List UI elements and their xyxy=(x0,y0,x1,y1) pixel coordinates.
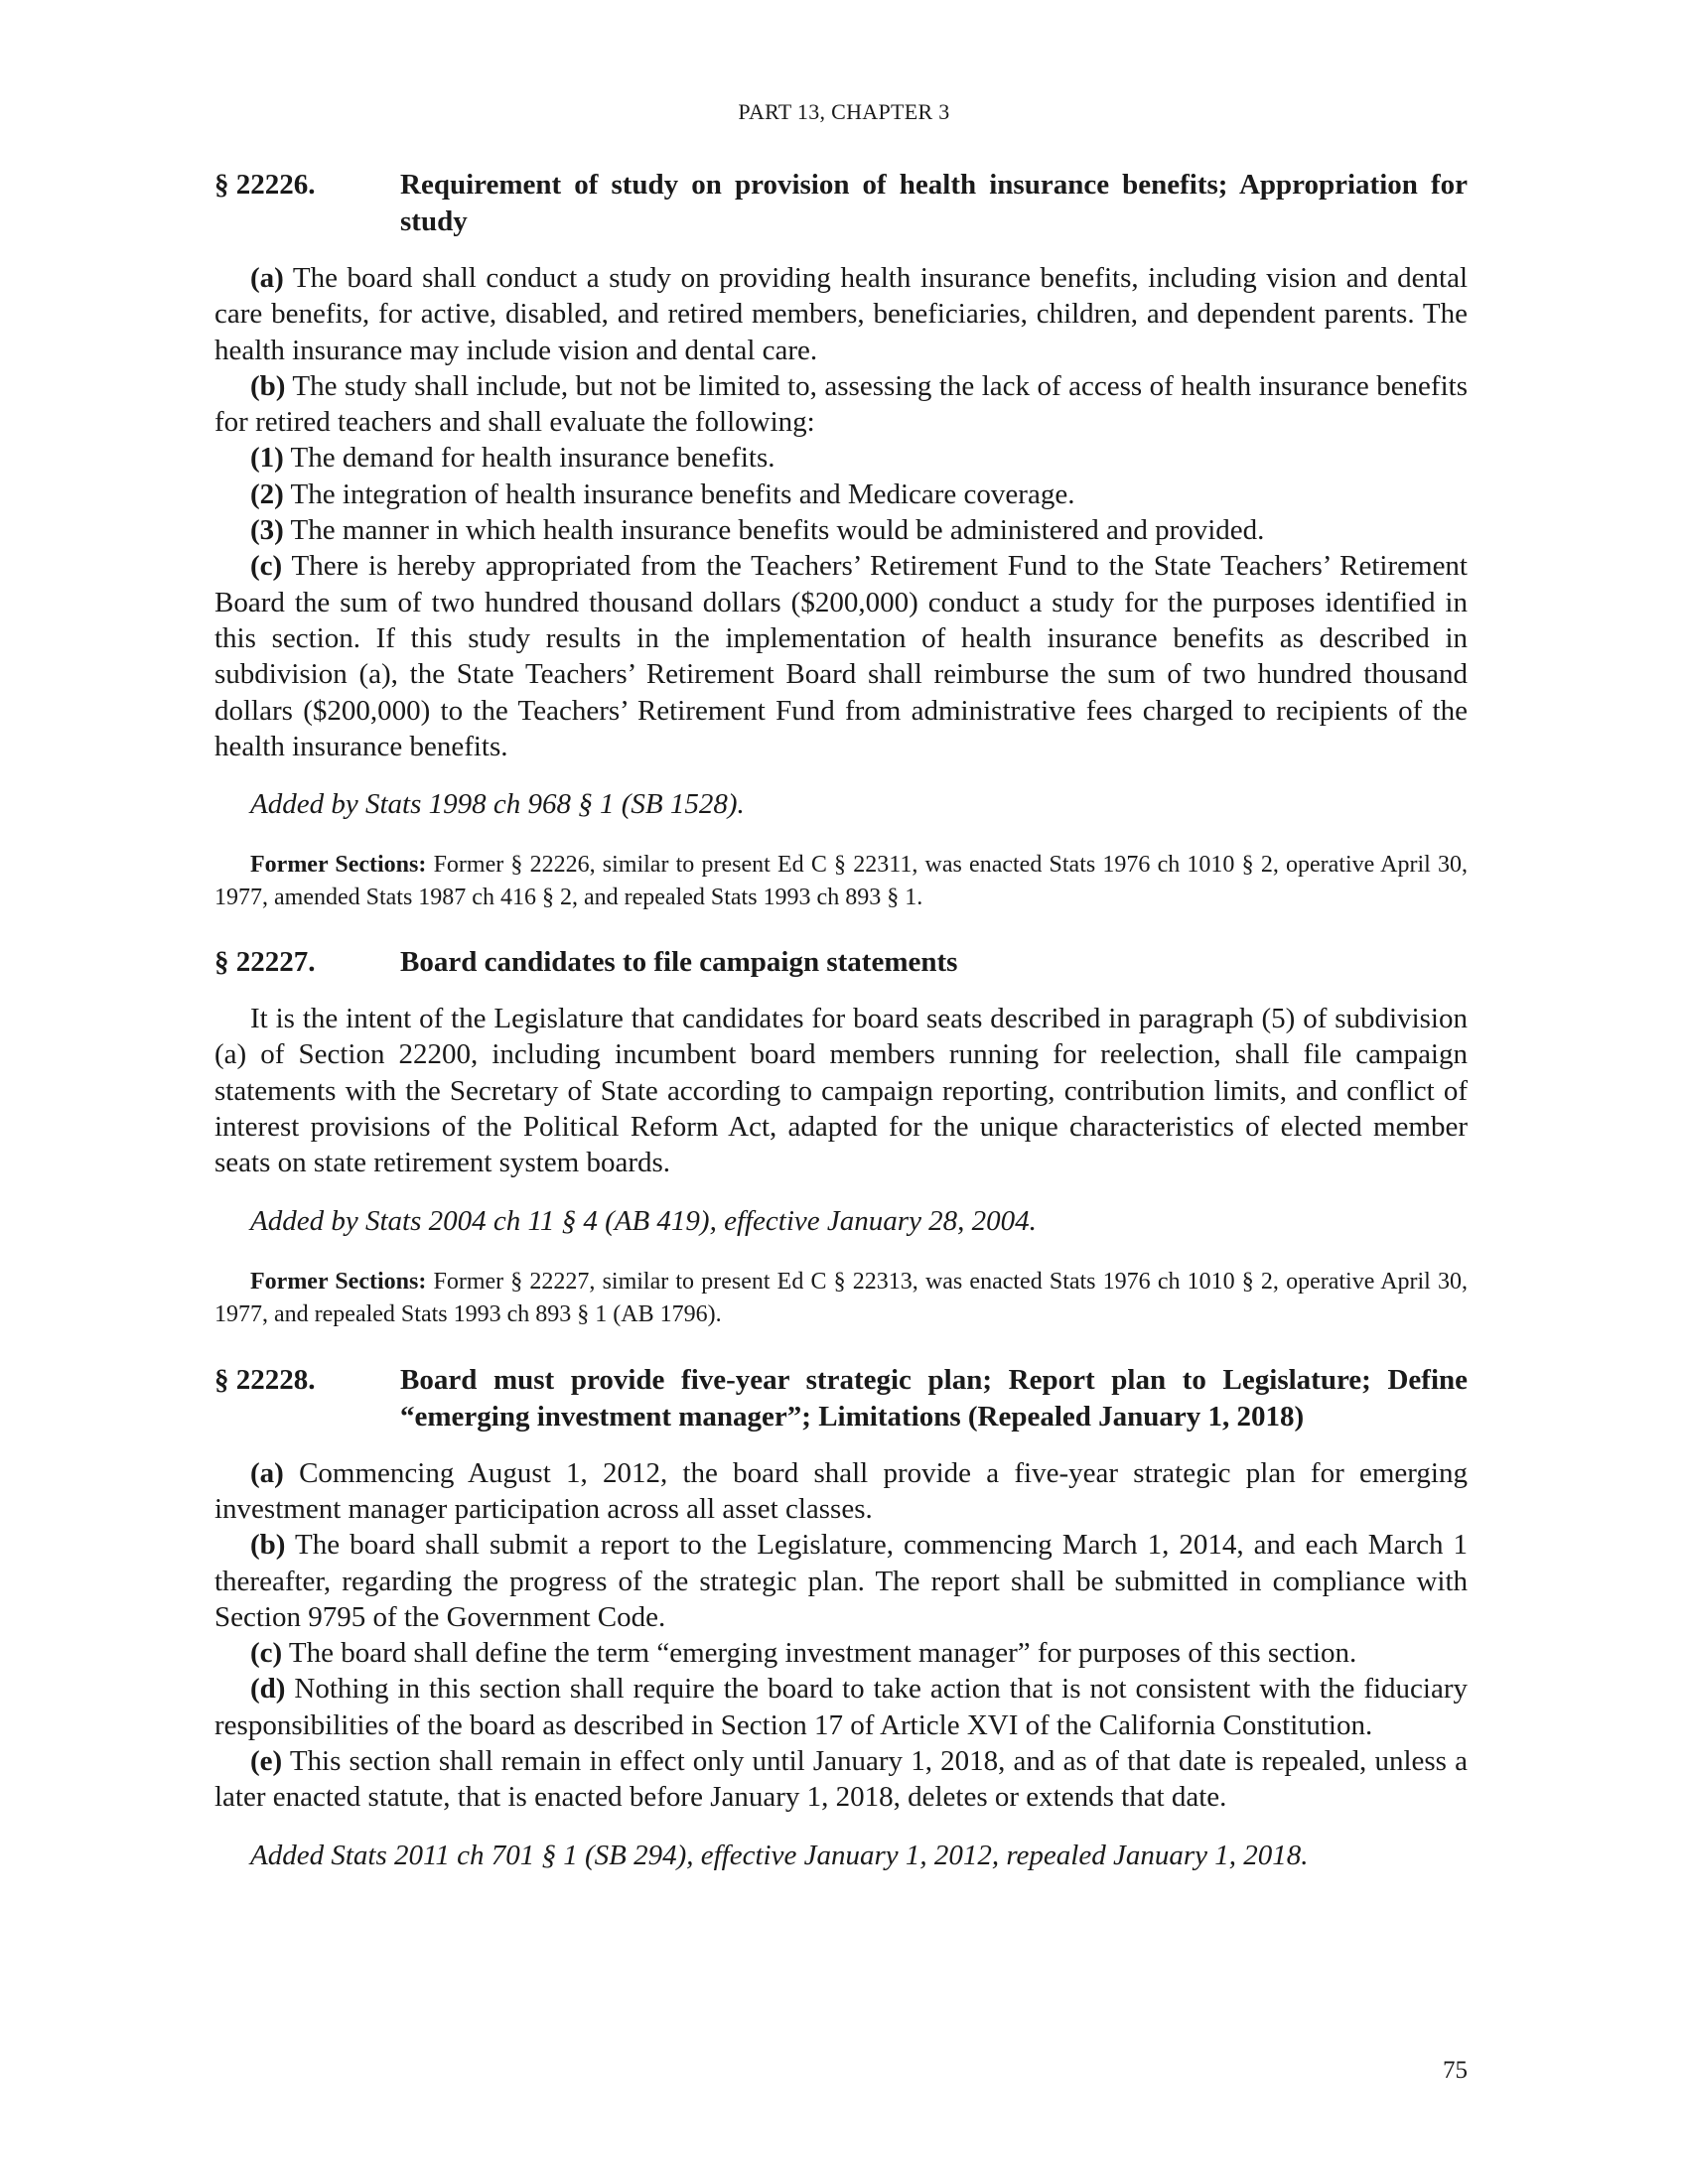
former-sections-note xyxy=(214,1266,1468,1331)
section-body xyxy=(214,1001,1468,1180)
section-heading xyxy=(214,1362,1468,1435)
paragraph-d xyxy=(214,1671,1468,1743)
paragraph-text: This section shall remain in effect only until January 1, 2018, and as of that date is repealed, unless a later enacted statute, that is enacted before January 1, 2018, deletes or extends that date. xyxy=(214,1745,1468,1814)
paragraph-c xyxy=(214,548,1468,764)
subdivision-label: (2) xyxy=(250,478,284,510)
subdivision-label: (d) xyxy=(250,1673,286,1706)
subdivision-label: (e) xyxy=(250,1745,283,1778)
subdivision-label: (a) xyxy=(250,262,284,294)
paragraph-text: The manner in which health insurance benefits would be administered and provided. xyxy=(283,514,1265,547)
subdivision-label: (c) xyxy=(250,550,283,583)
section-number: § 22226. xyxy=(214,169,316,201)
subdivision-label: (1) xyxy=(250,442,284,475)
former-sections-label: Former Sections: xyxy=(250,852,427,879)
section-22226 xyxy=(214,167,1468,914)
paragraph-text: It is the intent of the Legislature that candidates for board seats described in paragraph (5) of subdivision (a) of Section 22200, including incumbent board members running for reelection, shall file campaign statements with the Secretary of State according to campaign reporting, contribution limits, and conflict of interest provisions of the Political Reform Act, adapted for the unique characteristics of elected member seats on state retirement system boards. xyxy=(214,1003,1468,1179)
subdivision-label: (c) xyxy=(250,1637,283,1670)
former-sections-text: Former § 22227, similar to present Ed C § 22313, was enacted Stats 1976 ch 1010 § 2, operative April 30, 1977, and repealed Stats 1993 ch 893 § 1 (AB 1796). xyxy=(214,1268,1469,1327)
paragraph-intent xyxy=(214,1001,1468,1180)
paragraph-text: Nothing in this section shall require the board to take action that is not consistent with the fiduciary responsibilities of the board as described in Section 17 of Article XVI of the California Constitution. xyxy=(214,1673,1468,1741)
subdivision-label: (3) xyxy=(250,514,284,547)
former-sections-label: Former Sections: xyxy=(250,1268,427,1295)
subdivision-label: (a) xyxy=(250,1456,284,1489)
paragraph-b xyxy=(214,1527,1468,1635)
paragraph-text: Commencing August 1, 2012, the board shall provide a five-year strategic plan for emerging investment manager participation across all asset classes. xyxy=(214,1456,1468,1525)
paragraph-a xyxy=(214,1455,1468,1528)
history-note: Added by Stats 1998 ch 968 § 1 (SB 1528). xyxy=(250,788,745,821)
former-sections-note xyxy=(214,849,1468,914)
subdivision-label: (b) xyxy=(250,369,286,402)
section-title: Requirement of study on provision of health insurance benefits; Appropriation for study xyxy=(400,169,1468,237)
section-title: Board candidates to file campaign statements xyxy=(400,946,958,979)
history-note: Added Stats 2011 ch 701 § 1 (SB 294), effective January 1, 2012, repealed January 1, 2018. xyxy=(250,1839,1309,1871)
section-body xyxy=(214,260,1468,764)
section-22227 xyxy=(214,944,1468,1330)
section-22228 xyxy=(214,1362,1468,1873)
section-number: § 22227. xyxy=(214,946,316,979)
running-head: PART 13, CHAPTER 3 xyxy=(738,99,950,124)
paragraph-text: The board shall define the term “emerging investment manager” for purposes of this section. xyxy=(282,1637,1357,1670)
paragraph-3 xyxy=(214,512,1468,548)
paragraph-text: There is hereby appropriated from the Teachers’ Retirement Fund to the State Teachers’ Retirement Board the sum of two hundred thousand dollars ($200,000) conduct a study for the purposes identified in this section. If this study results in the implementation of health insurance benefits as described in subdivision (a), the State Teachers’ Retirement Board shall reimburse the sum of two hundred thousand dollars ($200,000) to the Teachers’ Retirement Fund from administrative fees charged to recipients of the health insurance benefits. xyxy=(214,550,1468,762)
section-number: § 22228. xyxy=(214,1363,316,1396)
paragraph-c xyxy=(214,1635,1468,1671)
subdivision-label: (b) xyxy=(250,1529,286,1562)
page-content xyxy=(214,167,1468,1873)
paragraph-text: The integration of health insurance benefits and Medicare coverage. xyxy=(283,478,1075,510)
former-sections-text: Former § 22226, similar to present Ed C § 22311, was enacted Stats 1976 ch 1010 § 2, operative April 30, 1977, amended Stats 1987 ch 416 § 2, and repealed Stats 1993 ch 893 § 1. xyxy=(214,852,1469,911)
paragraph-text: The demand for health insurance benefits. xyxy=(283,442,775,475)
section-heading xyxy=(214,944,1468,981)
paragraph-text: The study shall include, but not be limited to, assessing the lack of access of health insurance benefits for retired teachers and shall evaluate the following: xyxy=(214,369,1468,439)
paragraph-b xyxy=(214,368,1468,441)
paragraph-2 xyxy=(214,477,1468,512)
paragraph-e xyxy=(214,1743,1468,1816)
history-note: Added by Stats 2004 ch 11 § 4 (AB 419), effective January 28, 2004. xyxy=(250,1204,1037,1237)
paragraph-a xyxy=(214,260,1468,368)
section-body xyxy=(214,1455,1468,1816)
paragraph-text: The board shall conduct a study on providing health insurance benefits, including vision and dental care benefits, for active, disabled, and retired members, beneficiaries, children, and dependent parents. The health insurance may include vision and dental care. xyxy=(214,262,1468,366)
page-number: 75 xyxy=(1443,2057,1468,2084)
paragraph-1 xyxy=(214,440,1468,476)
paragraph-text: The board shall submit a report to the Legislature, commencing March 1, 2014, and each March 1 thereafter, regarding the progress of the strategic plan. The report shall be submitted in compliance with Section 9795 of the Government Code. xyxy=(214,1529,1468,1633)
section-title: Board must provide five-year strategic plan; Report plan to Legislature; Define “emerging investment manager”; Limitations (Repealed January 1, 2018) xyxy=(400,1363,1468,1433)
section-heading xyxy=(214,167,1468,240)
